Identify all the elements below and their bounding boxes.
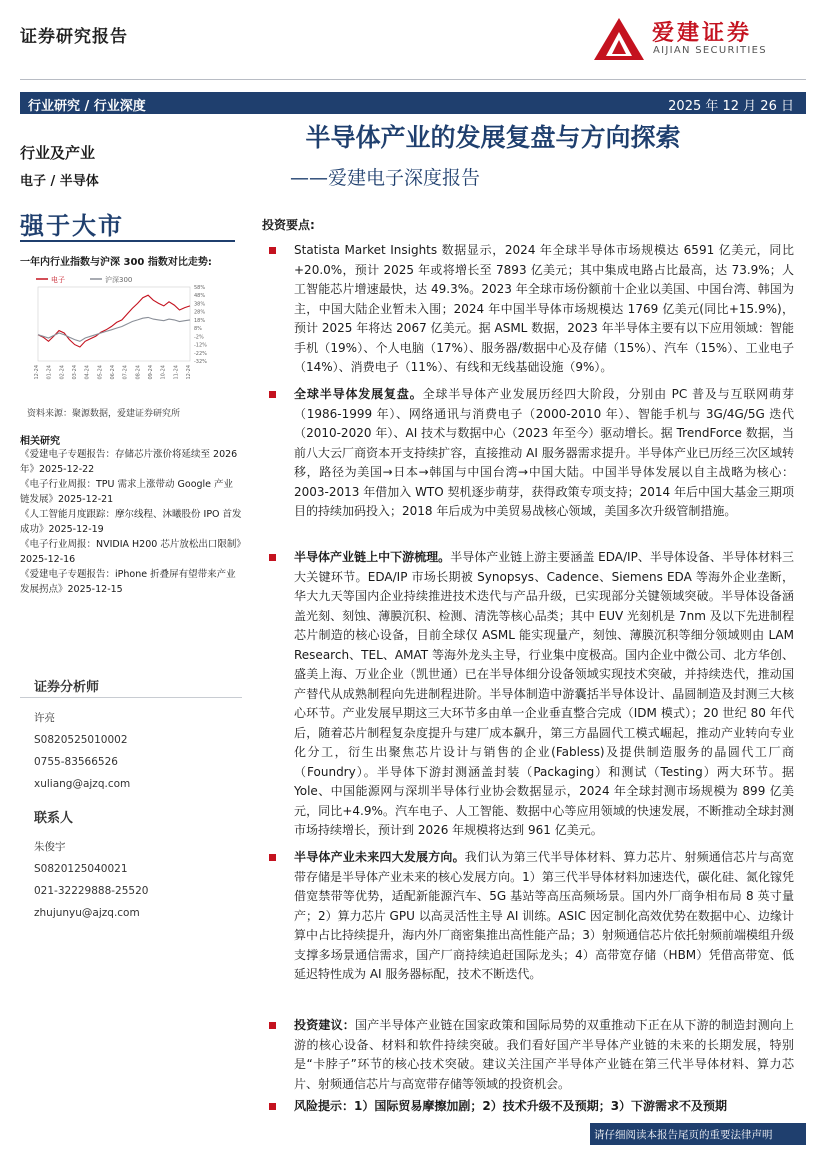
x-tick-label: 12-24 bbox=[186, 365, 192, 380]
analyst-divider bbox=[20, 697, 242, 698]
y-tick-label: -32% bbox=[194, 359, 207, 365]
key-point-text: 全球半导体产业发展历经四大阶段，分别由 PC 普及与互联网萌芽（1986-1999 年）、网络通讯与消费电子（2000-2010 年）、智能手机与 3G/4G/5G 迭代（2010-2020 年）、AI 技术与数据中心（2023 年至今）驱动增长。据 TrendForce 数据，当前八大云厂商资本开支持续扩容，直接推动 AI 服务器需求提升。半导体产业已历经三次区域转移，路径为美国→日本→韩国与中国台湾→中国大陆。中国半导体发展以自主战略为核心：2003-2013 年借加入 WTO 契机逐步萌芽，获得政策专项支持；2014 年后中国大基金三期项目的持续加码投入；2018 年后成为中美贸易战核心领域，美国多次升级管制措施。 bbox=[294, 387, 794, 518]
bullet-marker bbox=[269, 554, 276, 561]
report-type-label: 证券研究报告 bbox=[20, 27, 128, 47]
bullet-marker bbox=[269, 1022, 276, 1029]
x-tick-label: 10-24 bbox=[160, 365, 167, 380]
key-point-value-chain bbox=[270, 548, 794, 841]
analyst-name: 许亮 bbox=[34, 712, 55, 724]
key-point-text: Statista Market Insights 数据显示，2024 年全球半导体市场规模达 6591 亿美元，同比+20.0%，预计 2025 年或将增长至 7893 亿美元；其中集成电路占比最高，达 73.9%；人工智能芯片增速最快，达 49.3%。2023 年全球市场份额前十企业以美国、中国台湾、韩国为主，中国大陆企业暂未入围；2024 年中国半导体市场规模达 1769 亿美元(同比+15.9%)，预计 2025 年将达 2067 亿美元。据 ASML 数据，2023 年半导体主要有以下应用领域：智能手机（19%）、个人电脑（17%）、服务器/数据中心及存储（15%）、汽车（15%）、工业电子（14%）、消费电子（11%）、有线和无线基础设施（9%）。 bbox=[294, 243, 794, 374]
analyst-email[interactable]: xuliang@ajzq.com bbox=[34, 778, 131, 790]
investment-rating: 强于大市 bbox=[20, 212, 124, 240]
disclaimer-bar bbox=[590, 1123, 806, 1145]
report-date: 2025 年 12 月 26 日 bbox=[668, 99, 794, 114]
key-point-market-size bbox=[270, 241, 794, 378]
x-tick-label: 11-24 bbox=[173, 365, 180, 380]
legend-csi300: 沪深300 bbox=[105, 276, 133, 284]
y-tick-label: 8% bbox=[194, 326, 202, 333]
y-tick-label: 28% bbox=[194, 309, 206, 316]
chart-title: 一年内行业指数与沪深 300 指数对比走势: bbox=[20, 257, 212, 268]
y-tick-label: -22% bbox=[194, 350, 207, 357]
logo-english-name: AIJIAN SECURITIES bbox=[653, 45, 767, 56]
x-tick-label: 09-24 bbox=[148, 365, 154, 380]
sector-label: 电子 / 半导体 bbox=[20, 174, 99, 189]
x-tick-label: 04-24 bbox=[84, 365, 91, 380]
chart-source: 资料来源：聚源数据，爱建证券研究所 bbox=[27, 409, 181, 419]
key-point-future-directions bbox=[270, 848, 794, 985]
report-subtitle: ——爱建电子深度报告 bbox=[290, 167, 481, 189]
related-report-link[interactable]: 《人工智能月度跟踪：摩尔线程、沐曦股份 IPO 首发成功》2025-12-19 bbox=[20, 509, 242, 535]
x-tick-label: 06-24 bbox=[110, 365, 116, 380]
bullet-marker bbox=[269, 1103, 276, 1110]
y-tick-label: 38% bbox=[194, 301, 206, 308]
bullet-marker bbox=[269, 247, 276, 254]
analyst-section-title: 证券分析师 bbox=[34, 680, 100, 695]
category-bar bbox=[20, 92, 806, 114]
related-research-list bbox=[20, 447, 242, 597]
key-point-lead: 全球半导体发展复盘。 bbox=[294, 387, 423, 401]
report-category: 行业研究 / 行业深度 bbox=[28, 99, 146, 114]
index-comparison-chart bbox=[30, 273, 220, 388]
related-report-link[interactable]: 《电子行业周报：TPU 需求上涨带动 Google 产业链发展》2025-12-21 bbox=[20, 479, 234, 505]
related-research-title: 相关研究 bbox=[20, 436, 60, 447]
related-report-link[interactable]: 《爱建电子专题报告：iPhone 折叠屏有望带来产业发展拐点》2025-12-15 bbox=[20, 569, 236, 595]
related-report-link[interactable]: 《电子行业周报：NVIDIA H200 芯片放松出口限制》2025-12-16 bbox=[20, 539, 242, 565]
key-point-lead: 半导体产业链上中下游梳理。 bbox=[294, 550, 451, 564]
analyst-license: S0820525010002 bbox=[34, 734, 128, 746]
key-point-text: 半导体产业链上游主要涵盖 EDA/IP、半导体设备、半导体材料三大关键环节。EDA/IP 市场长期被 Synopsys、Cadence、Siemens EDA 等海外企业垄断，华大九天等国内企业持续推进技术迭代与产品升级，已实现部分关键领域突破。半导体设备涵盖光刻、刻蚀、薄膜沉积、检测、清洗等核心品类；其中 EUV 光刻机是 7nm 及以下先进制程芯片制造的核心设备，目前全球仅 ASML 能实现量产，刻蚀、薄膜沉积等细分领域则由 LAM Research、TEL、AMAT 等海外龙头主导，行业集中度极高。国内企业中微公司、北方华创、盛美上海、万业企业（凯世通）已在半导体细分设备领域实现技术突破，并持续迭代，推动国产替代从成熟制程向先进制程进阶。半导体制造中游囊括半导体设计、晶圆制造及封测三大核心环节。产业发展早期这三大环节多由单一企业垂直整合完成（IDM 模式）；20 世纪 80 年代后，随着芯片制程复杂度提升与建厂成本飙升，第三方晶圆代工模式崛起，推动产业转向专业化分工，衍生出聚焦芯片设计与销售的企业(Fabless)及提供制造服务的晶圆代工厂商（Foundry）。半导体下游封测涵盖封装（Packaging）和测试（Testing）两大环节。据 Yole、中国能源网与深圳半导体行业协会数据显示，2024 年全球封测市场规模为 899 亿美元，同比+4.9%。汽车电子、人工智能、数据中心等应用领域的快速发展，不断推动全球封测市场持续增长，预计到 2026 年规模将达到 961 亿美元。 bbox=[294, 550, 794, 837]
y-tick-label: -12% bbox=[194, 342, 207, 349]
industry-label: 行业及产业 bbox=[20, 144, 96, 162]
contact-name: 朱俊宇 bbox=[34, 841, 66, 853]
analyst-phone: 0755-83566526 bbox=[34, 756, 118, 768]
x-tick-label: 02-24 bbox=[59, 365, 66, 380]
key-point-lead: 投资建议： bbox=[294, 1018, 355, 1032]
rating-divider bbox=[20, 240, 235, 242]
x-tick-label: 12-24 bbox=[34, 365, 40, 380]
risk-warning-text: 风险提示：1）国际贸易摩擦加剧；2）技术升级不及预期；3）下游需求不及预期 bbox=[294, 1099, 728, 1113]
x-tick-label: 01-24 bbox=[46, 365, 53, 380]
key-point-risk bbox=[270, 1097, 794, 1117]
x-tick-label: 03-24 bbox=[72, 365, 78, 380]
logo-mark-icon bbox=[592, 16, 646, 62]
key-point-investment-advice bbox=[270, 1016, 794, 1094]
bullet-marker bbox=[269, 854, 276, 861]
report-title: 半导体产业的发展复盘与方向探索 bbox=[305, 123, 681, 152]
contact-email[interactable]: zhujunyu@ajzq.com bbox=[34, 907, 140, 919]
logo-chinese-name: 爱建证券 bbox=[652, 21, 753, 46]
contact-phone: 021-32229888-25520 bbox=[34, 885, 149, 897]
key-point-text: 国产半导体产业链在国家政策和国际局势的双重推动下正在从下游的制造封测向上游的核心设备、材料和软件持续突破。我们看好国产半导体产业链的未来的长期发展，特别是“卡脖子”环节的核心技术突破。建议关注国产半导体产业链在第三代半导体材料、算力芯片、射频通信芯片与高宽带存储等领域的投资机会。 bbox=[294, 1018, 794, 1091]
y-tick-label: 58% bbox=[194, 285, 206, 291]
y-tick-label: 18% bbox=[194, 317, 206, 324]
x-tick-label: 07-24 bbox=[122, 365, 129, 380]
x-tick-label: 08-24 bbox=[135, 365, 142, 380]
y-tick-label: 48% bbox=[194, 293, 206, 300]
key-point-history bbox=[270, 385, 794, 522]
key-point-text: 我们认为第三代半导体材料、算力芯片、射频通信芯片与高宽带存储是半导体产业未来的核心发展方向。1）第三代半导体材料加速迭代，碳化硅、氮化镓凭借宽禁带等优势，适配新能源汽车、5G 基站等高压高频场景。国内外厂商争相布局 8 英寸量产；2）算力芯片 GPU 以高灵活性主导 AI 训练。ASIC 因定制化高效优势在数据中心、边缘计算中占比持续提升，海内外厂商密集推出高性能产品；3）射频通信芯片依托射频前端模组升级支撑多场景通信需求，国产厂商持续追赶国际龙头；4）高带宽存储（HBM）凭借高带宽、低延迟特性成为 AI 服务器标配，技术不断迭代。 bbox=[294, 850, 794, 981]
header-divider bbox=[20, 79, 806, 80]
related-report-link[interactable]: 《爱建电子专题报告：存储芯片涨价将延续至 2026 年》2025-12-22 bbox=[20, 449, 238, 475]
disclaimer-text[interactable]: 请仔细阅读本报告尾页的重要法律声明 bbox=[594, 1129, 773, 1141]
contact-section-title: 联系人 bbox=[34, 811, 74, 826]
key-points-title: 投资要点: bbox=[262, 218, 315, 232]
x-tick-label: 05-24 bbox=[97, 365, 104, 380]
key-point-lead: 半导体产业未来四大发展方向。 bbox=[294, 850, 465, 864]
bullet-marker bbox=[269, 391, 276, 398]
company-logo bbox=[590, 14, 805, 64]
series-line-electronics bbox=[38, 295, 190, 347]
legend-electronics: 电子 bbox=[51, 276, 65, 284]
y-tick-label: -2% bbox=[194, 334, 204, 341]
contact-license: S0820125040021 bbox=[34, 863, 128, 875]
series-line-csi300 bbox=[38, 317, 190, 341]
